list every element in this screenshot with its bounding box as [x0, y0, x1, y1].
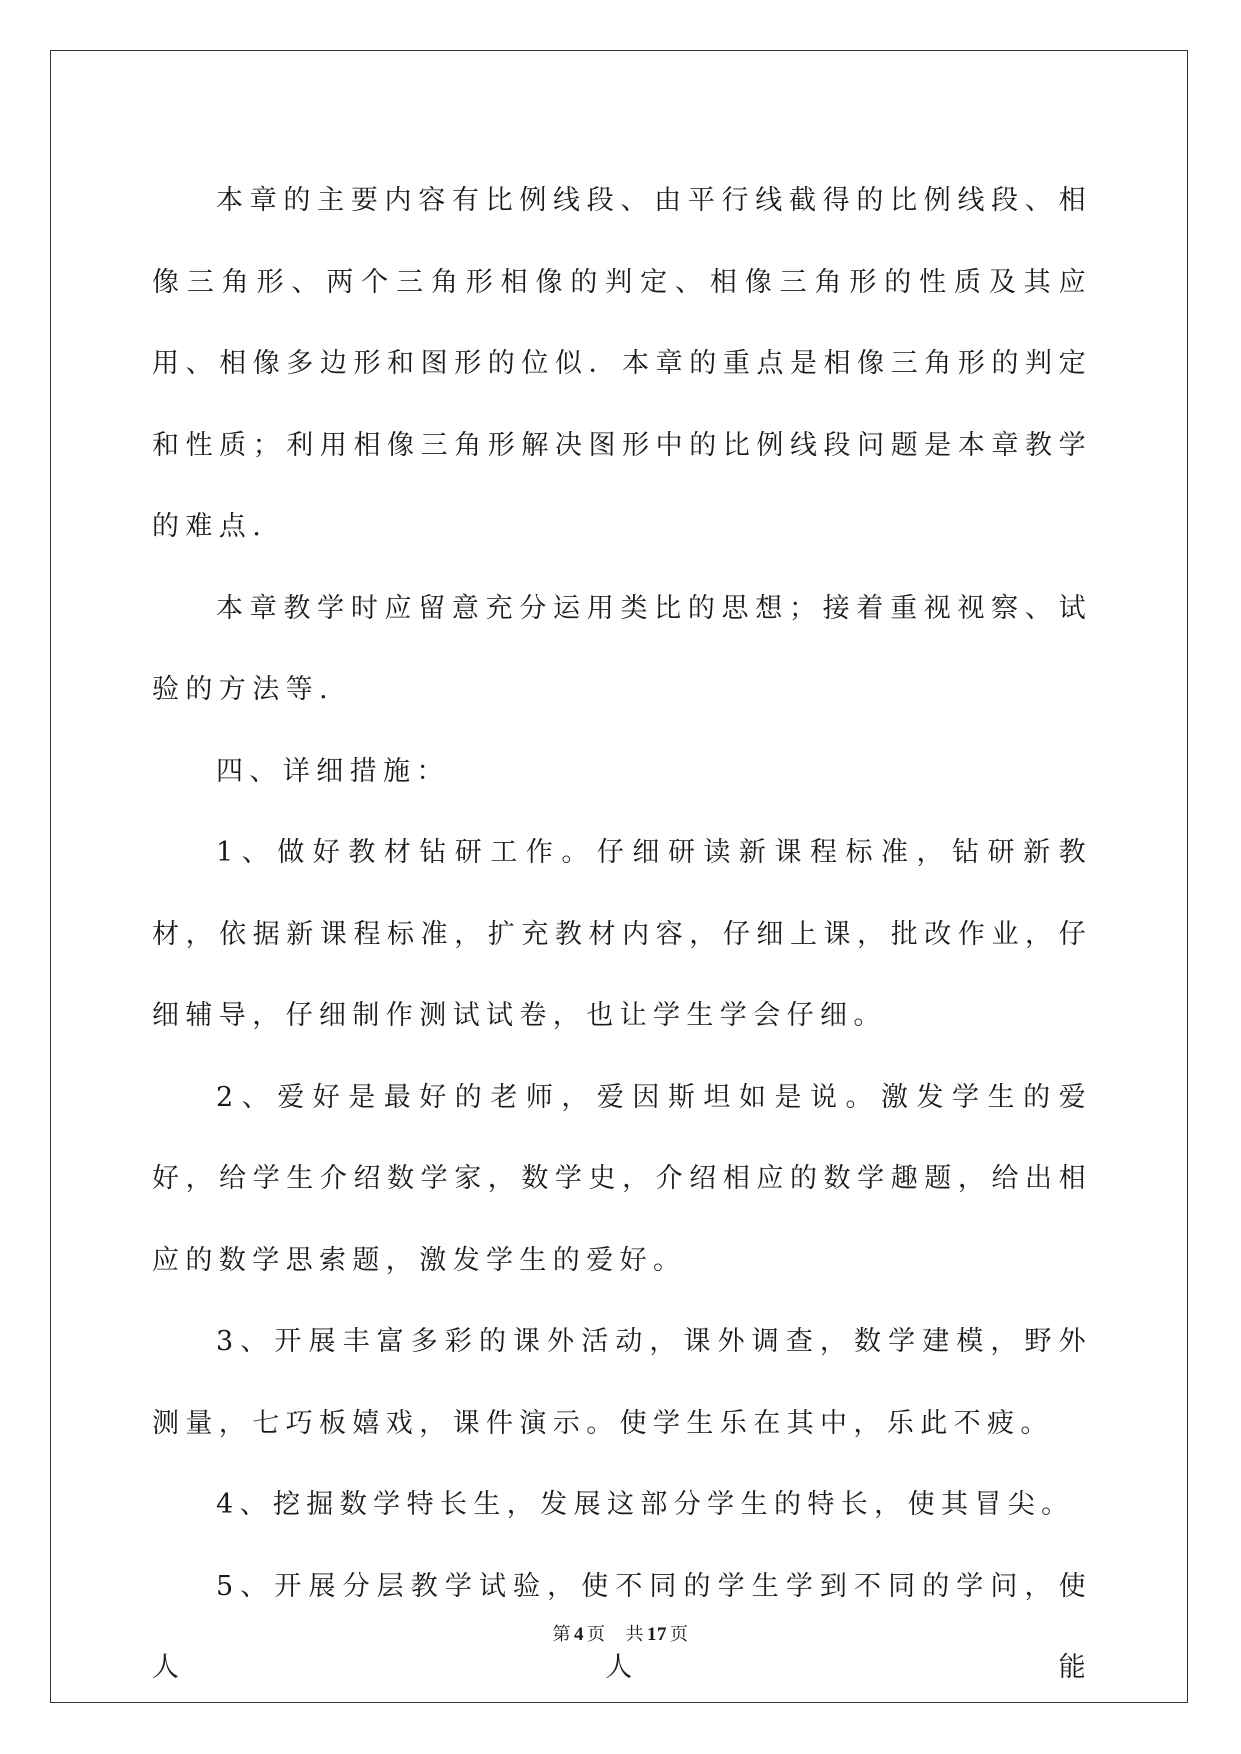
- footer-page-suffix: 页: [587, 1624, 606, 1645]
- paragraph-measure-2: 2、爱好是最好的老师，爱因斯坦如是说。激发学生的爱好，给学生介绍数学家，数学史，介绍相应的数学趣题，给出相应的数学思索题，激发学生的爱好。: [152, 1081, 1092, 1276]
- footer-total-prefix: 共: [625, 1624, 644, 1645]
- paragraph-measure-1: 1、做好教材钻研工作。仔细研读新课程标准，钻研新教材，依据新课程标准，扩充教材内容，仔细上课，批改作业，仔细辅导，仔细制作测试试卷，也让学生学会仔细。: [152, 837, 1092, 1031]
- section-heading-measures: 四、详细措施：: [216, 755, 450, 787]
- footer-total-suffix: 页: [670, 1624, 689, 1645]
- document-body: [152, 160, 1092, 1709]
- paragraph-chapter-content: 本章的主要内容有比例线段、由平行线截得的比例线段、相像三角形、两个三角形相像的判定、相像三角形的性质及其应用、相像多边形和图形的位似．本章的重点是相像三角形的判定和性质；利用相像三角形解决图形中的比例线段问题是本章教学的难点.: [152, 185, 1092, 542]
- footer-page-number: 4: [574, 1624, 584, 1645]
- paragraph-measure-3: 3、开展丰富多彩的课外活动，课外调查，数学建模，野外测量，七巧板嬉戏，课件演示。使学生乐在其中，乐此不疲。: [152, 1326, 1092, 1439]
- paragraph-measure-5: 5、开展分层教学试验，使不同的学生学到不同的学问，使人人能: [152, 1570, 1092, 1683]
- footer-page-prefix: 第: [552, 1624, 571, 1645]
- footer-total-pages: 17: [647, 1624, 667, 1645]
- page-footer: [0, 1623, 1241, 1647]
- paragraph-measure-4: 4、挖掘数学特长生，发展这部分学生的特长，使其冒尖。: [216, 1489, 1075, 1520]
- paragraph-teaching-method: 本章教学时应留意充分运用类比的思想；接着重视视察、试验的方法等.: [152, 592, 1092, 705]
